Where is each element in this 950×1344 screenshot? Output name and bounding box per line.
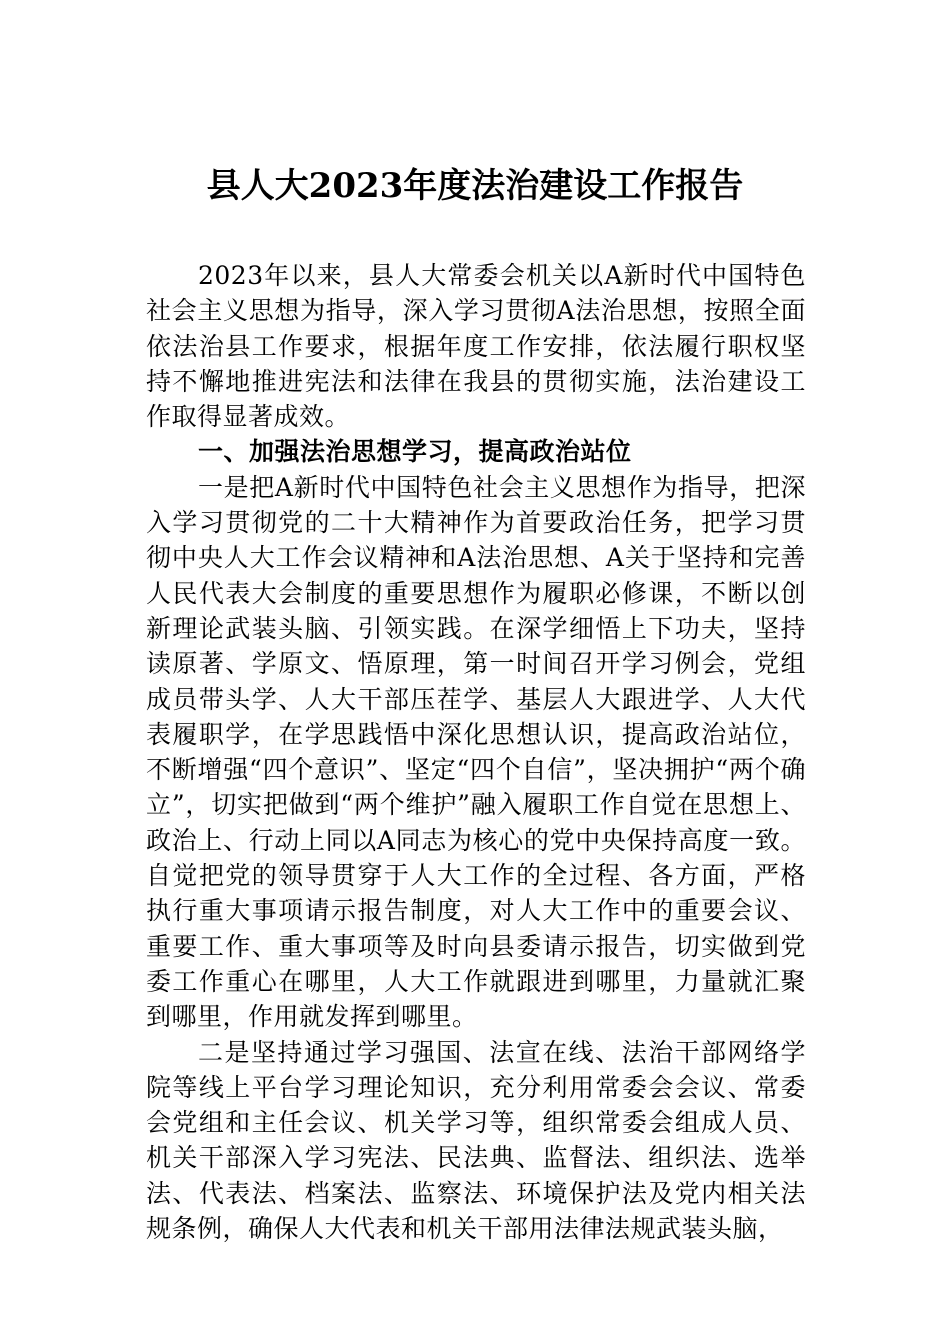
document-body — [146, 258, 806, 1246]
body-paragraph-2: 二是坚持通过学习强国、法宣在线、法治干部网络学院等线上平台学习理论知识，充分利用常委会会议、常委会党组和主任会议、机关学习等，组织常委会组成人员、机关干部深入学习宪法、民法典、监督法、组织法、选举法、代表法、档案法、监察法、环境保护法及党内相关法规条例，确保人大代表和机关干部用法律法规武装头脑， — [146, 1037, 806, 1244]
section-heading: 一、加强法治思想学习，提高政治站位 — [198, 437, 632, 467]
intro-paragraph: 2023年以来，县人大常委会机关以A新时代中国特色社会主义思想为指导，深入学习贯彻A法治思想，按照全面依法治县工作要求，根据年度工作安排，依法履行职权坚持不懈地推进宪法和法律在我县的贯彻实施，法治建设工作取得显著成效。 — [146, 261, 806, 432]
body-paragraph-1: 一是把A新时代中国特色社会主义思想作为指导，把深入学习贯彻党的二十大精神作为首要政治任务，把学习贯彻中央人大工作会议精神和A法治思想、A关于坚持和完善人民代表大会制度的重要思想作为履职必修课，不断以创新理论武装头脑、引领实践。在深学细悟上下功夫，坚持读原著、学原文、悟原理，第一时间召开学习例会，党组成员带头学、人大干部压茬学、基层人大跟进学、人大代表履职学，在学思践悟中深化思想认识，提高政治站位，不断增强“四个意识”、坚定“四个自信”，坚决拥护“两个确立”，切实把做到“两个维护”融入履职工作自觉在思想上、政治上、行动上同以A同志为核心的党中央保持高度一致。自觉把党的领导贯穿于人大工作的全过程、各方面，严格执行重大事项请示报告制度，对人大工作中的重要会议、重要工作、重大事项等及时向县委请示报告，切实做到党委工作重心在哪里，人大工作就跟进到哪里，力量就汇聚到哪里，作用就发挥到哪里。 — [146, 472, 806, 1032]
document-title: 县人大2023年度法治建设工作报告 — [206, 166, 744, 206]
